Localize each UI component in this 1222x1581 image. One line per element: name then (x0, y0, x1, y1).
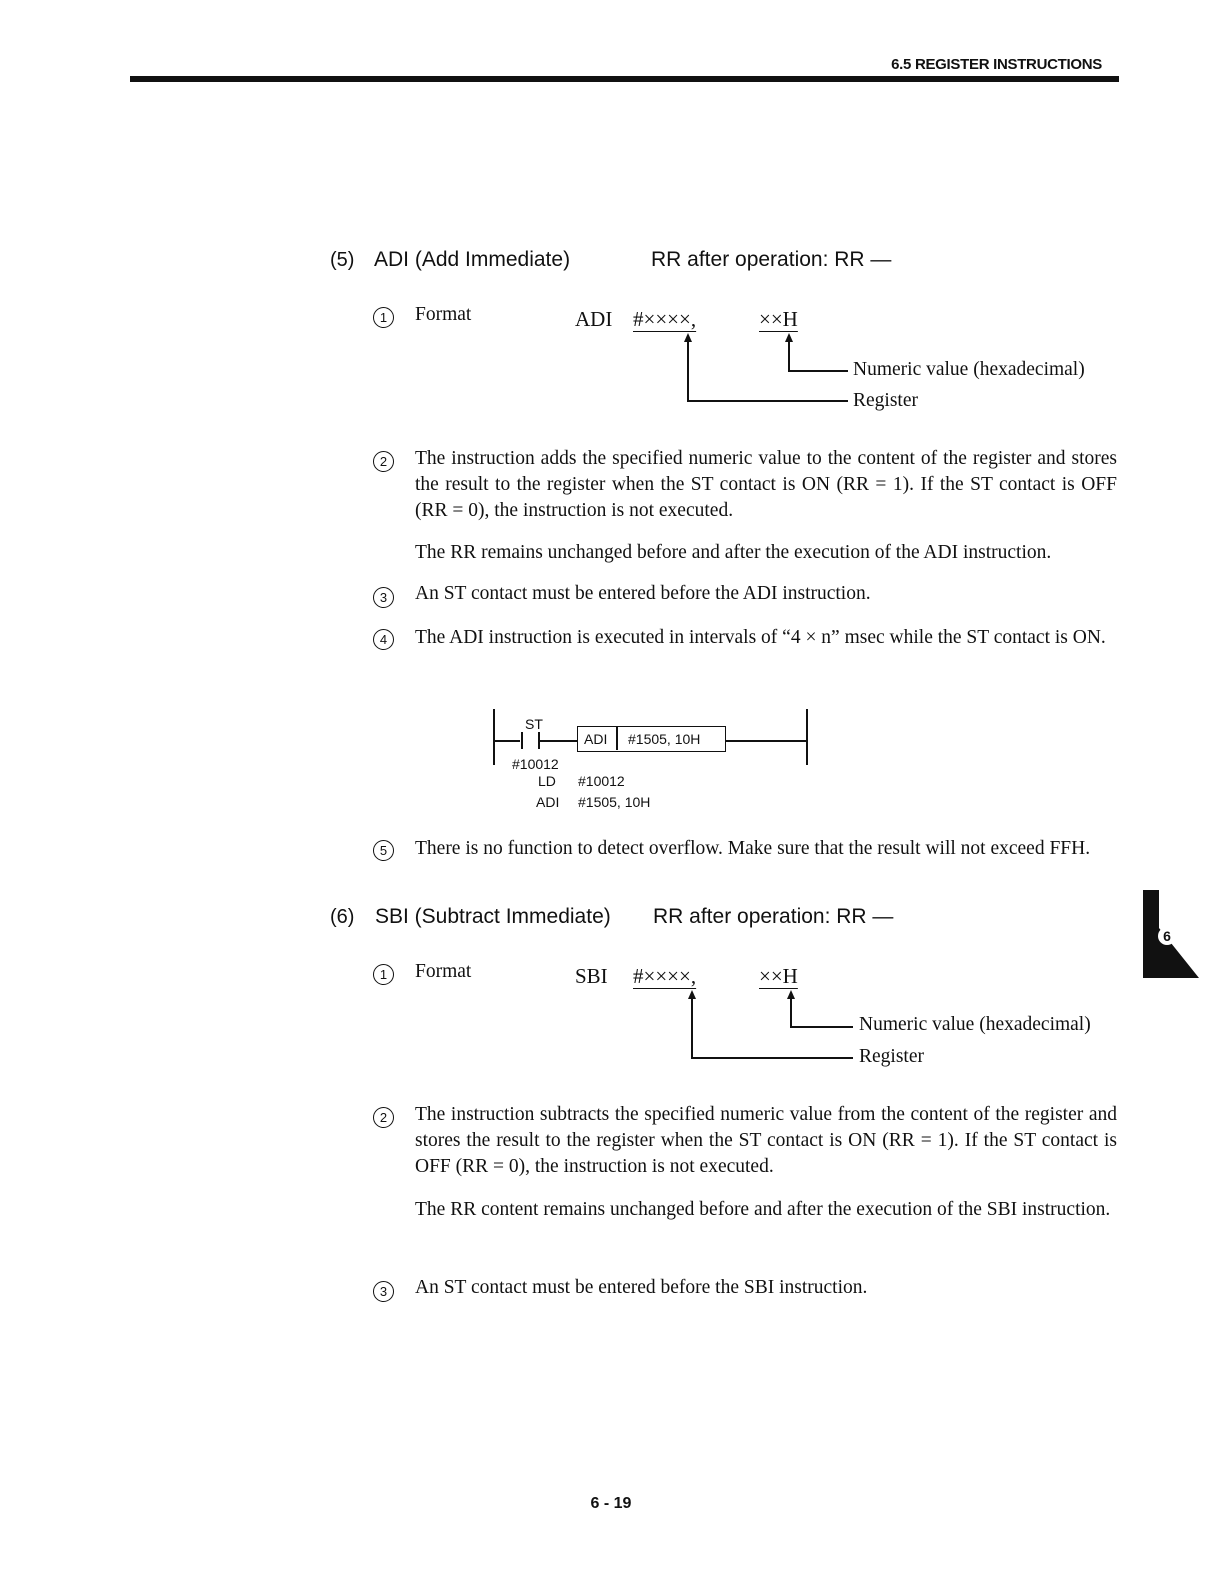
listing-arg-1: #10012 (578, 773, 625, 789)
pointer-value-horizontal (788, 370, 848, 372)
label-numeric-value: Numeric value (hexadecimal) (853, 359, 1085, 380)
format-operand-register-sbi: #××××, (633, 964, 697, 988)
item-marker-2: 2 (373, 451, 394, 472)
instruction-box-divider (616, 727, 618, 750)
section-number-sbi: (6) (330, 906, 355, 928)
section-number-adi: (5) (330, 249, 355, 271)
header-rule (130, 76, 1119, 82)
running-header: 6.5 REGISTER INSTRUCTIONS (891, 56, 1102, 73)
pointer-register-horizontal (687, 400, 848, 402)
rr-after-operation-sbi: RR after operation: RR — (653, 905, 894, 928)
contact-bar-left (521, 732, 523, 749)
sbi-st-contact-note: An ST contact must be entered before the SBI instruction. (415, 1277, 868, 1298)
pointer-register-vertical-sbi (691, 997, 693, 1058)
format-label: Format (415, 304, 472, 325)
pointer-value-horizontal-sbi (790, 1026, 853, 1028)
adi-interval-note: The ADI instruction is executed in intervals of “4 × n” msec while the ST contact is ON. (415, 627, 1106, 648)
item-marker-4: 4 (373, 629, 394, 650)
format-operand-value-sbi: ××H (759, 964, 798, 988)
ladder-wire-2 (540, 740, 577, 742)
ladder-wire-3 (726, 740, 806, 742)
adi-st-contact-note: An ST contact must be entered before the ADI instruction. (415, 583, 871, 604)
ladder-contact-address: #10012 (512, 756, 559, 772)
item-marker-2-sbi: 2 (373, 1107, 394, 1128)
ladder-wire-1 (494, 740, 520, 742)
chapter-tab-number: 6 (1163, 928, 1171, 944)
item-marker-1-sbi: 1 (373, 964, 394, 985)
rr-after-operation-adi: RR after operation: RR — (651, 248, 892, 271)
chapter-tab-icon (1143, 890, 1199, 982)
adi-overflow-note: There is no function to detect overflow. Make sure that the result will not exceed FFH. (415, 838, 1091, 859)
listing-arg-2: #1505, 10H (578, 794, 651, 810)
format-operand-value: ××H (759, 307, 798, 331)
adi-rr-note: The RR remains unchanged before and after the execution of the ADI instruction. (415, 542, 1052, 563)
section-title-adi: ADI (Add Immediate) (374, 248, 571, 271)
label-numeric-value-sbi: Numeric value (hexadecimal) (859, 1014, 1091, 1035)
adi-description: The instruction adds the specified numeric value to the content of the register and stores the result to the register when the ST contact is ON (RR = 1). If the ST contact is OFF (RR = 0), the instruction is not executed. (415, 448, 1117, 521)
instruction-box-operand: #1505, 10H (628, 731, 701, 747)
format-operand-register: #××××, (633, 307, 697, 331)
format-mnemonic: ADI (575, 307, 613, 331)
format-mnemonic-sbi: SBI (575, 964, 608, 988)
instruction-box-name: ADI (584, 731, 608, 747)
pointer-value-vertical-sbi (790, 997, 792, 1027)
section-title-sbi: SBI (Subtract Immediate) (375, 905, 611, 928)
pointer-value-vertical (788, 340, 790, 371)
format-label-sbi: Format (415, 961, 472, 982)
label-register-sbi: Register (859, 1046, 924, 1067)
item-marker-1: 1 (373, 307, 394, 328)
sbi-description: The instruction subtracts the specified numeric value from the content of the register and stores the result to the register when the ST contact is ON (RR = 1). If the ST contact is OFF (RR = 0), the instruction is not executed. (415, 1104, 1117, 1177)
page-number: 6 - 19 (590, 1495, 632, 1512)
ladder-contact-label: ST (525, 716, 543, 732)
item-marker-3: 3 (373, 587, 394, 608)
item-marker-3-sbi: 3 (373, 1281, 394, 1302)
instruction-box (577, 726, 726, 752)
ladder-right-rail (806, 709, 808, 765)
listing-op-2: ADI (536, 794, 560, 810)
listing-op-1: LD (538, 773, 556, 789)
sbi-rr-note: The RR content remains unchanged before and after the execution of the SBI instruction. (415, 1199, 1111, 1220)
pointer-register-horizontal-sbi (691, 1057, 853, 1059)
label-register: Register (853, 390, 918, 411)
pointer-register-vertical (687, 340, 689, 401)
item-marker-5: 5 (373, 840, 394, 861)
ladder-left-rail (493, 709, 495, 765)
